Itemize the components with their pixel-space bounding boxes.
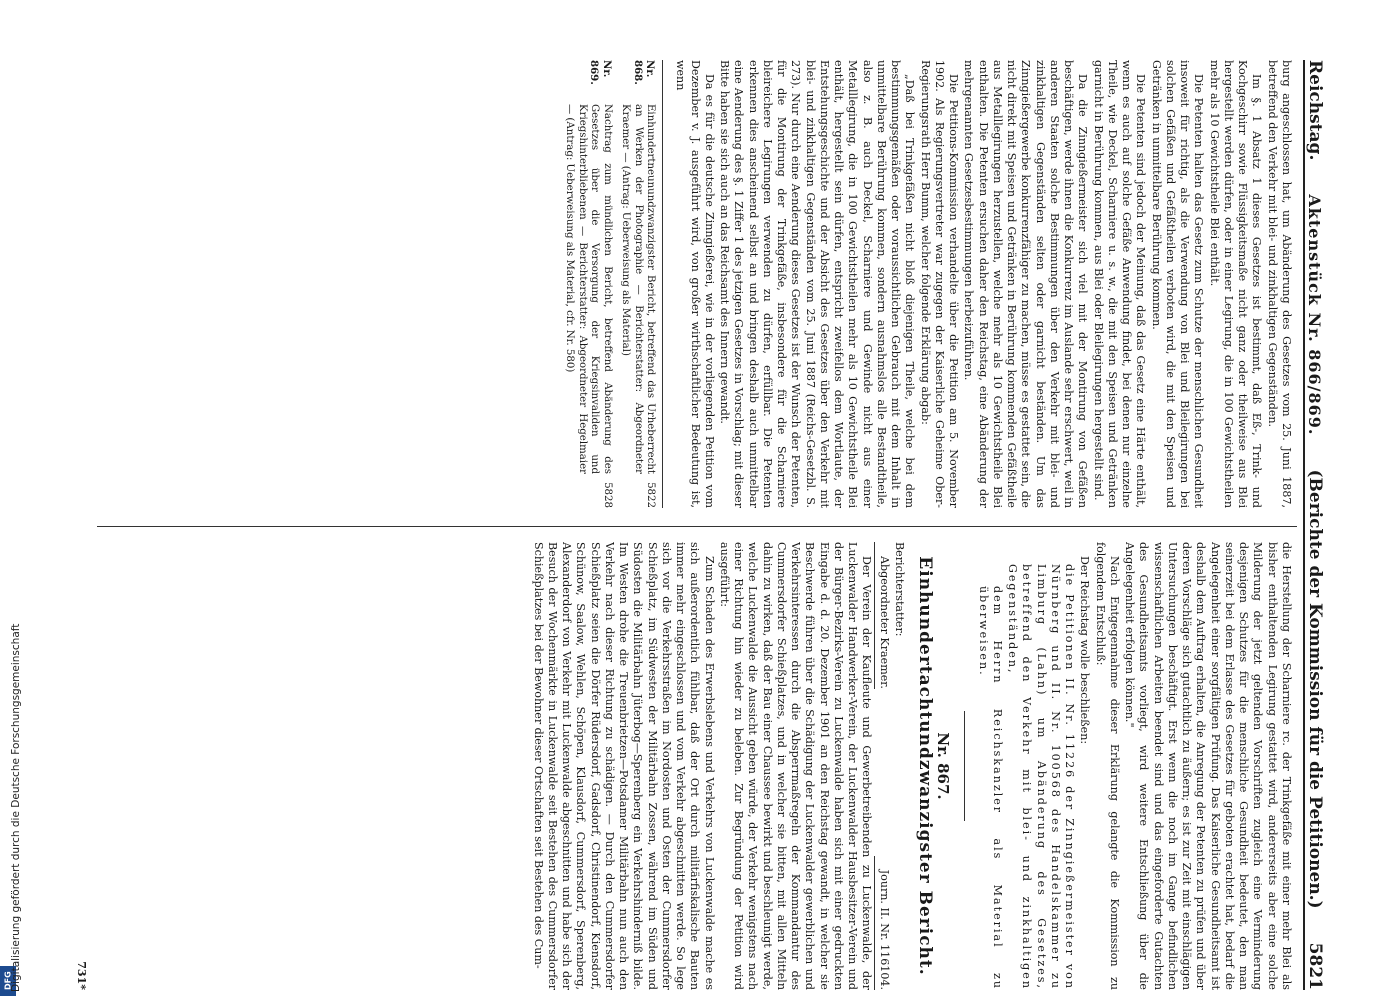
toc-page: 5828 bbox=[601, 482, 613, 508]
journal-reference: Journ. II. Nr. 116104. bbox=[875, 856, 891, 990]
footer-signature: 731* bbox=[75, 961, 88, 990]
paragraph: Der Verein der Kaufleute und Gewerbetreibenden zu Luckenwalde, der Luckenwalder Handwerker-Verein, der Luckenwalder Hausbesitzer-Verein und der Bürger-Bezirks-Verein zu Luckenwalde haben sich mit einer gedruckten Eingabe d. d. 20. Dezember 1901 an den Reichstag gewandt, in welcher sie Beschwerde führen über die Schädigung der Luckenwalder gewerblichen und Verkehrsinteressen durch die Absperrmaßregeln der Kommandantur des Cummersdorfer Schießplatzes, und in welcher sie bitten, mit allen Mitteln dahin zu wirken, daß der Bau einer Chaussee bewirkt und beschleunigt werde, welche Luckenwalde die Aussicht geben würde, der Verkehr wenigstens nach einer Richtung hin wieder zu beleben. Zur Begründung der Petition wird ausgeführt: bbox=[718, 542, 874, 990]
paragraph: Die Petenten halten das Gesetz zum Schutze der menschlichen Gesundheit insoweit für richtig, als die Verwendung von Blei und Bleilegirungen bei solchen Gefäßen und Gefäßtheilen verboten wird, die mit den Speisen und Getränken in unmittelbare Berührung kommen. bbox=[1149, 60, 1206, 508]
section-divider bbox=[965, 711, 966, 821]
reporter-name: Abgeordneter Kraemer. bbox=[875, 542, 891, 689]
paragraph: Im §. 1 Absatz 1 dieses Gesetzes ist bestimmt, daß Eß-, Trink- und Kochgeschirr sowie Flüssigkeitsmaße nicht ganz oder theilweise aus Blei hergestellt werden dürfen, oder in einer Legirung, die in 100 Gewichtstheilen mehr als 10 Gewichtstheile Blei enthält. bbox=[1207, 60, 1264, 508]
toc-item bbox=[563, 60, 613, 508]
header-document-number: Aktenstück Nr. 866/869. bbox=[1305, 194, 1324, 436]
toc-page: 5822 bbox=[645, 482, 657, 508]
header-left: Reichstag. bbox=[1305, 60, 1325, 161]
paragraph: Da es für die deutsche Zinngießerei, wie in der vorliegenden Petition vom Dezember v. J. ausgeführt wird, von großer wirthschaftlicher Bedeutung ist, wenn bbox=[674, 60, 716, 508]
reporter-label: Berichterstatter: bbox=[893, 542, 906, 637]
paragraph: „Daß bei Trinkgefäßen nicht bloß diejenigen Theile, welche bei dem bestimmungsgemäßen oder voraussichtlichen Gebrauch mit dem Inhalt in unmittelbare Berührung kommen, sondern ausnahmslos alle Bestandtheile, also z. B. auch Deckel, Scharniere und Gewinde nicht aus einer Metalllegirung, die in 100 Gewichtstheilen mehr als 10 Gewichtstheile Blei enthält, hergestellt sein dürfen, entspricht zweifellos dem Wortlaute, der Entstehungsgeschichte und der Absicht des Gesetzes über den Verkehr mit blei- und zinkhaltigen Gegenständen vom 25. Juni 1887 (Reichs-Gesetzbl. S. 273). Nur durch eine Aenderung dieses Gesetzes ist der Wunsch der Petenten, für die Montirung der Trinkgefäße, insbesondere für die Scharniere bleireichere Legirungen verwenden zu dürfen, erfüllbar. Die Petenten erkennen dies anscheinend selbst an und bringen deshalb auch unmittelbar eine Aenderung des §. 1 Ziffer 1 des jetzigen Gesetzes in Vorschlag; mit dieser Bitte haben sie sich auch an das Reichsamt des Innern gewandt. bbox=[718, 60, 917, 508]
toc-number: Nr. 868. bbox=[631, 60, 657, 85]
header-title: (Berichte der Kommission für die Petitionen.) bbox=[1305, 469, 1325, 909]
paragraph: Nach Entgegennahme dieser Erklärung gelangte die Kommission zu folgendem Entschluß: bbox=[1093, 542, 1121, 990]
paragraph: Da die Zinngießermeister sich viel mit der Montirung von Gefäßen beschäftigen, werde ihnen die Konkurrenz im Auslande sehr erschwert, weil in anderen Staaten solche Bestimmungen über den Verkehr mit blei- und zinkhaltigen Gegenständen selten oder garnicht beständen. Um das Zinngießergewerbe konkurrenzfähiger zu machen, müsse es gestattet sein, die nicht direkt mit Speisen und Getränken in Berührung kommenden Gefäßtheile aus Metalllegirungen herzustellen, welche mehr als 10 Gewichtstheile Blei enthalten. Die Petenten ersuchen daher den Reichstag, eine Abänderung der mehrgenannten Gesetzesbestimmungen herbeizuführen. bbox=[962, 60, 1090, 508]
right-column bbox=[103, 542, 1293, 990]
reporter-row bbox=[875, 542, 891, 990]
paragraph: Die Petenten sind jedoch der Meinung, daß das Gesetz eine Härte enthält, wenn es auch auf solche Gefäße Anwendung findet, bei denen nur einzelne Theile, wie Deckel, Scharniere u. s. w., die mit den Speisen und Getränken garnicht in Berührung kommen, aus Blei oder Bleilegirungen hergestellt sind. bbox=[1091, 60, 1148, 508]
toc-number: Nr. 869. bbox=[588, 60, 613, 85]
section-number: Nr. 867. bbox=[934, 732, 953, 800]
paragraph: die Herstellung der Scharniere rc. der Trinkgefäße mit einer mehr Blei als bisher enthaltenden Legirung gestattet wird, andererseits aber eine solche Milderung der jetzt geltenden Vorschriften zugleich eine Verminderung desjenigen Schutzes für die menschliche Gesundheit bedeutet, den man seinerzeit bei dem Erlasse des Gesetzes für geboten erachtet hat, bedarf die Angelegenheit einer sorgfältigen Prüfung. Das Kaiserliche Gesundheitsamt ist deshalb dem Auftrag erhalten, die Anregung der Petenten zu prüfen und über deren Vorschläge sich gutachtlich zu äußern; es ist zur Zeit mit einschlägigen Untersuchungen beschäftigt. Erst wenn die noch im Gange befindlichen wissenschaftlichen Arbeiten beendet sind und das eingeforderte Gutachten des Gesundheitsamts vorliegt, wird weitere Entschließung über die Angelegenheit erfolgen können." bbox=[1123, 542, 1293, 990]
section-title: Einhundertachtundzwanzigster Bericht. bbox=[915, 556, 936, 976]
paragraph: Zum Schaden des Erwerbslebens und Verkehrs von Luckenwalde mache es sich außerordentlich fühlbar, daß der Ort durch militärfiskalische Bauten immer mehr eingeschlossen und vom Verkehr abgeschnitten werde. So lege sich vor die Verkehrsstraßen im Nordosten und Osten der Cummersdorfer Schießplatz, im Südwesten der Militärbahn Zossen, während im Süden und Südosten die Militärbahn Jüterbog—Sperenberg ein Verkehrshinderniß bilde. Im Westen drohe die Treuenbrietzen—Potsdamer Militärbahn nun auch den Verkehr nach dieser Richtung zu schädigen. — Durch den Cummersdorfer Schießplatz seien die Dörfer Rüdersdorf, Gadsdorf, Christinendorf, Kiensdorf, Schünow, Saalow, Wehlen, Schöpen, Klausdorf, Cummersdorf, Sperenberg, Alexanderdorf von Verkehr mit Luckenwalde abgeschnitten und habe sich der Besuch der Wochenmärkte in Luckenwalde seit Bestehen des Cummersdorfer Schießplatzes bei der Bewohner dieser Ortschaften seit Bestehen des Cum- bbox=[531, 542, 716, 990]
paragraph: Die Petitions-Kommission verhandelte über die Petition am 5. November 1902. Als Regierungsvertreter war zugegen der Kaiserliche Geheime Ober-Regierungsrath Herr Bumm, welcher folgende Erklärung abgab: bbox=[918, 60, 961, 508]
running-header bbox=[1303, 60, 1345, 990]
toc-item bbox=[619, 60, 657, 508]
column-divider bbox=[97, 526, 1297, 527]
header-page-number: 5821 bbox=[1305, 942, 1325, 990]
dfg-logo: DFG bbox=[0, 966, 16, 996]
digitization-credit-strip bbox=[0, 0, 22, 1000]
toc-text: Nachtrag zum mündlichen Bericht, betreffend Abänderung des Gesetzes über die Versorgung der Kriegsinvaliden und Kriegshinterbliebenen — Berichterstatter: Abgeordneter Hegelmaier — (Antrag: Ueberweisung als Material, cfr. Nr. 580) bbox=[564, 104, 613, 474]
paragraph: Der Reichstag wolle beschließen: bbox=[1078, 556, 1092, 745]
dfg-credit-text: Digitalisierung gefördert durch die Deutsche Forschungsgemeinschaft bbox=[10, 623, 22, 992]
resolution-text: die Petitionen II. Nr. 11226 der Zinngießermeister von Nürnberg und II. Nr. 100568 des Handelskammer zu Limburg (Lahn) um Abänderung des Gesetzes, betreffend den Verkehr mit blei- und zinkhaltigen Gegenständen, bbox=[1006, 564, 1077, 990]
left-column bbox=[103, 60, 1293, 508]
resolution-conclusion: dem Herrn Reichskanzler als Material zu überweisen. bbox=[976, 586, 1004, 990]
toc-text: Einhundertneunundzwanzigster Bericht, betreffend das Urheberrecht an Werken der Photographie — Berichterstatter: Abgeordneter Kraemer — (Antrag: Ueberweisung als Material) bbox=[620, 104, 657, 474]
scanned-page bbox=[65, 60, 1345, 990]
paragraph: burg angeschlossen hat, um Abänderung des Gesetzes vom 25. Juni 1887, betreffend den Verkehr mit blei- und zinkhaltigen Gegenständen. bbox=[1265, 60, 1293, 508]
table-of-contents bbox=[563, 60, 664, 508]
